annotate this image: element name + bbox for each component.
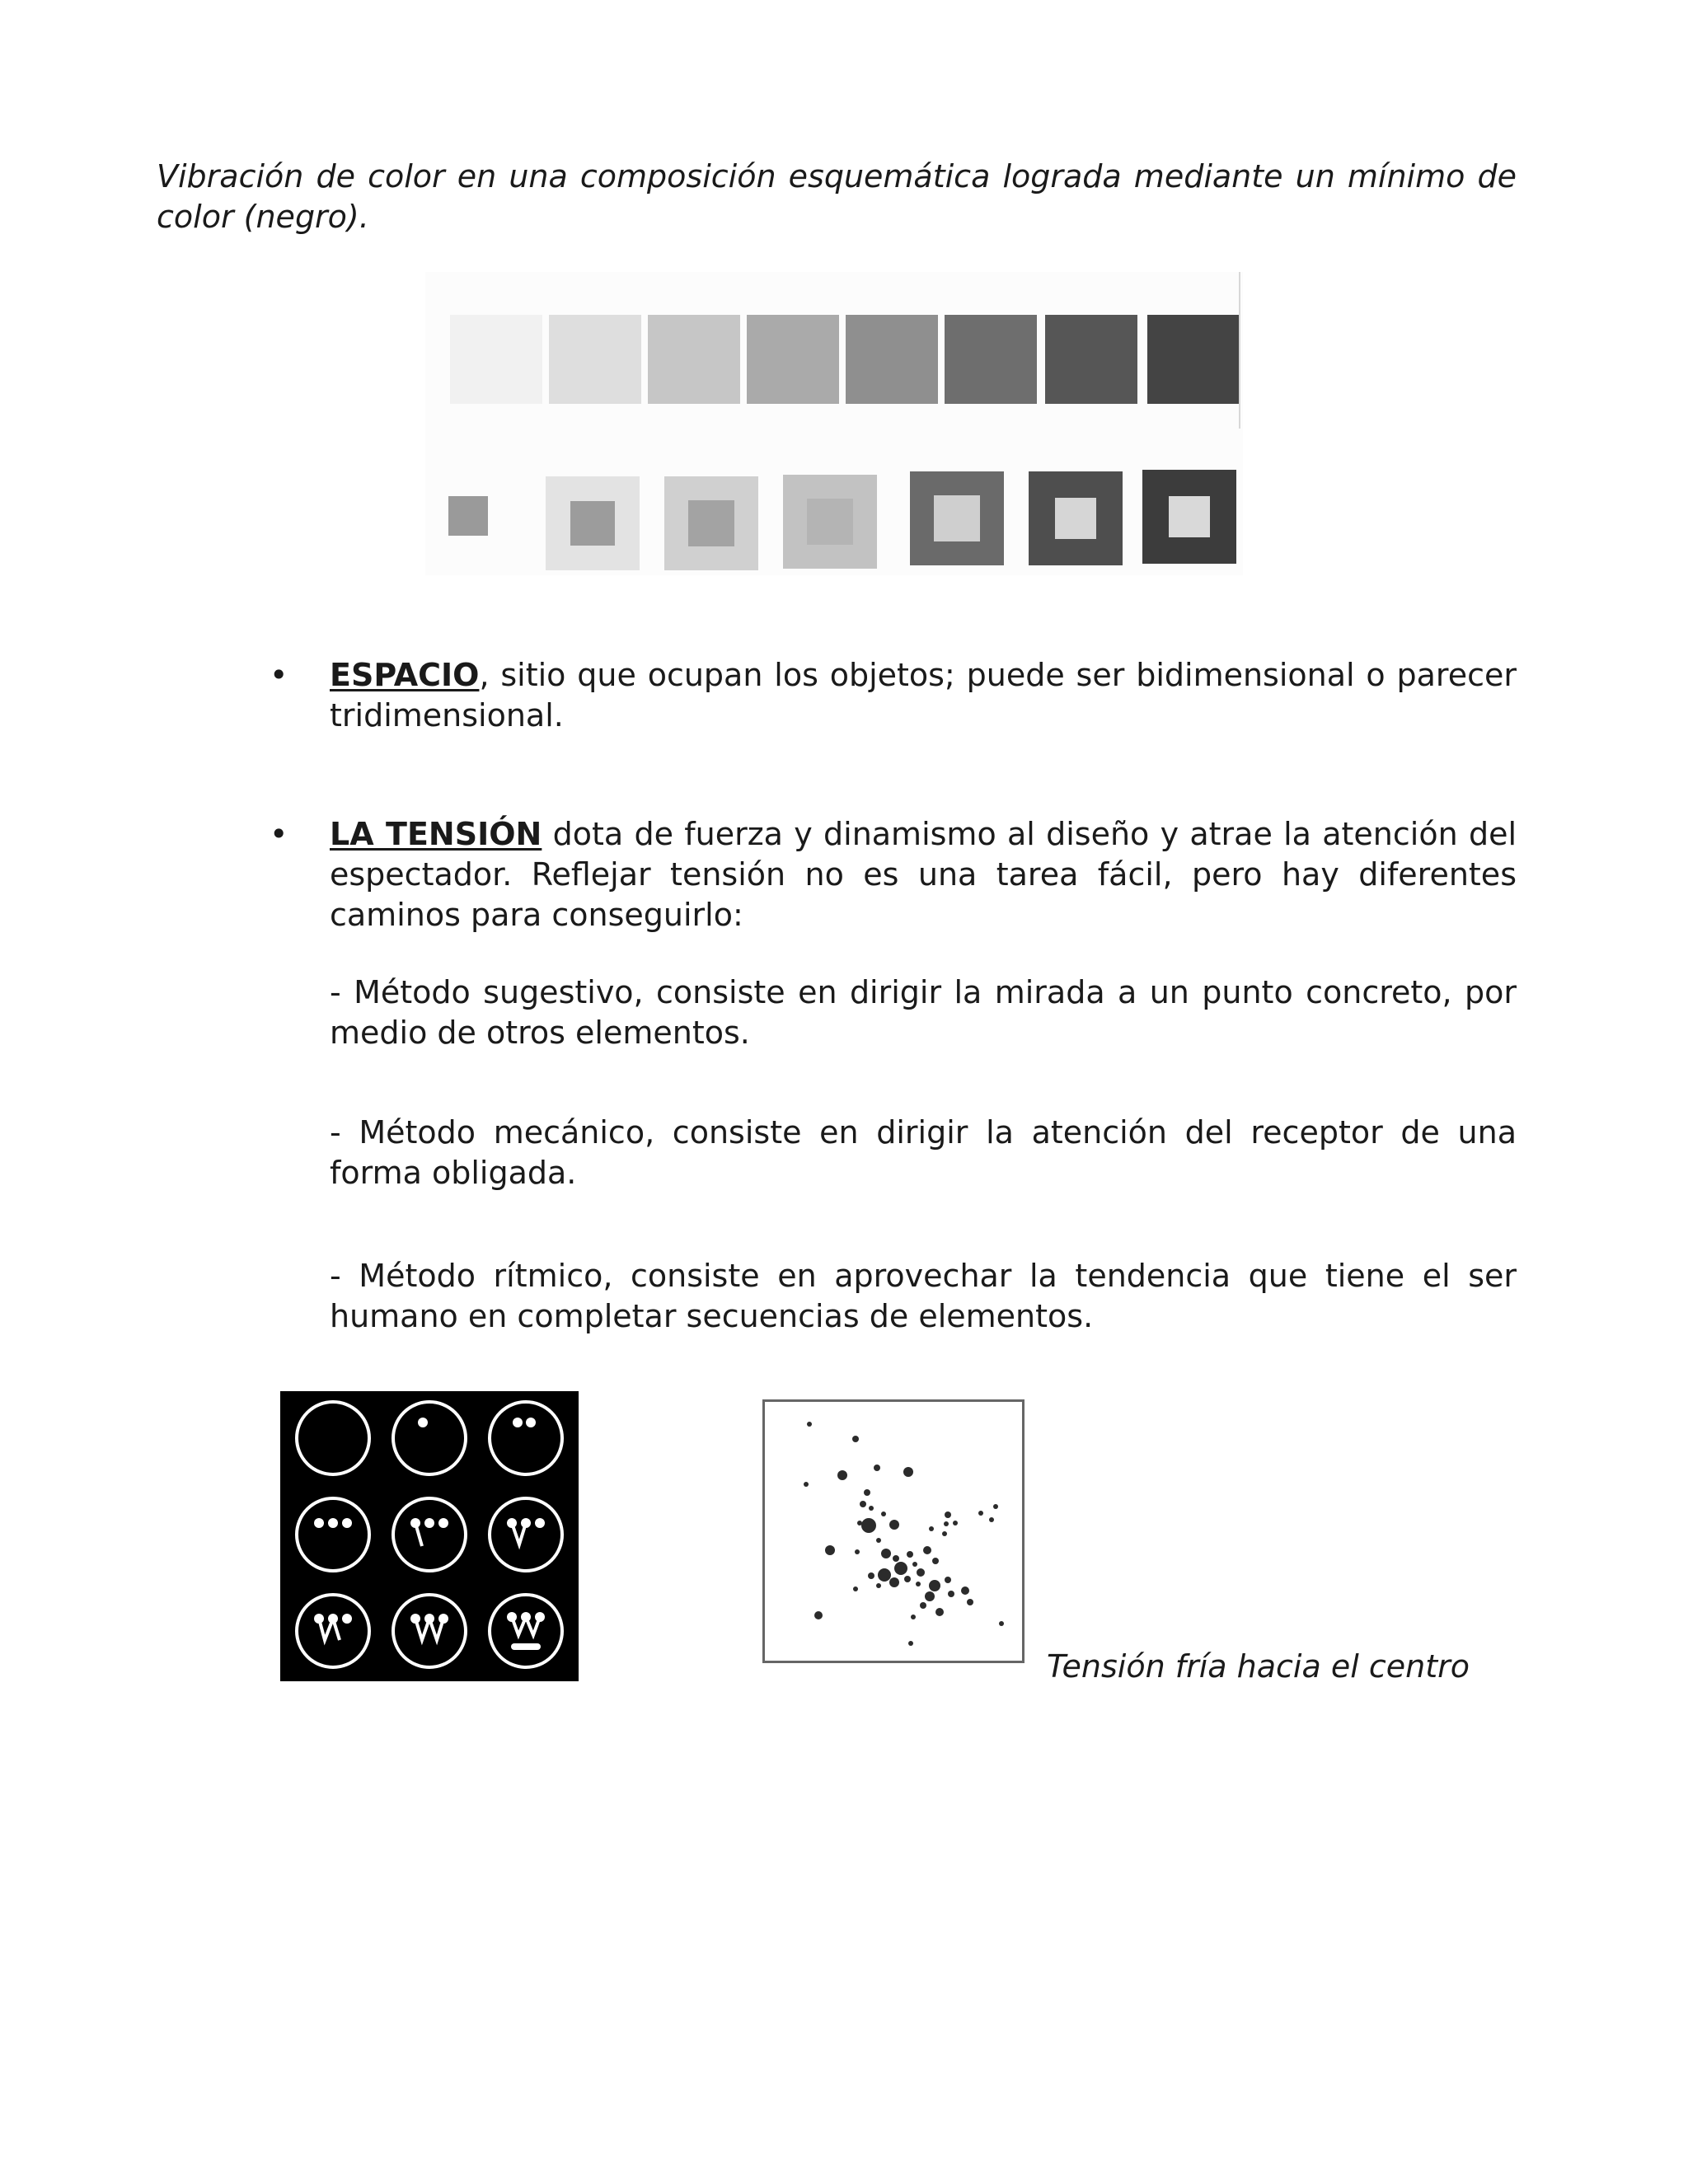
gray-swatch-7 [1045, 315, 1137, 404]
bullet-marker: • [270, 657, 288, 693]
method-sugestivo: - Método sugestivo, consiste en dirigir la mirada a un punto concreto, por medio de otros elementos. [330, 974, 1517, 1051]
keyword-espacio: ESPACIO [330, 657, 480, 693]
bullet-text [330, 655, 1517, 736]
cold-tension-dots-figure [762, 1399, 1025, 1663]
keyword-tension: LA TENSIÓN [330, 816, 542, 852]
gray-swatch-1 [450, 315, 542, 404]
framed-square-inner-1 [448, 496, 488, 536]
method-mecanico: - Método mecánico, consiste en dirigir la atención del receptor de una forma obligada. [330, 1114, 1517, 1191]
framed-square-inner-7 [1169, 496, 1210, 537]
gray-swatch-3 [648, 315, 740, 404]
framed-square-inner-2 [570, 501, 615, 546]
caption-top: Vibración de color en una composición esquemática lograda mediante un mínimo de color (negro). [157, 158, 1517, 235]
bullet-text [330, 814, 1517, 935]
gray-swatch-4 [747, 315, 839, 404]
framed-square-inner-5 [934, 495, 980, 541]
framed-square-inner-6 [1055, 498, 1096, 539]
tension-description: dota de fuerza y dinamismo al diseño y atrae la atención del espectador. Reflejar tensión no es una tarea fácil, pero hay diferentes caminos para conseguirlo: [330, 816, 1517, 933]
gray-swatch-8 [1147, 315, 1240, 404]
gray-squares-figure [425, 272, 1243, 575]
rhythmic-faces-figure [280, 1391, 579, 1681]
gray-swatch-2 [549, 315, 641, 404]
method-ritmico: - Método rítmico, consiste en aprovechar la tendencia que tiene el ser humano en completar secuencias de elementos. [330, 1258, 1517, 1334]
espacio-description: , sitio que ocupan los objetos; puede ser bidimensional o parecer tridimensional. [330, 657, 1517, 733]
bullet-marker: • [270, 816, 288, 852]
caption-bottom: Tensión fría hacia el centro [1047, 1648, 1470, 1685]
framed-square-inner-4 [807, 499, 853, 545]
framed-square-inner-3 [688, 500, 734, 546]
gray-swatch-5 [846, 315, 938, 404]
gray-swatch-6 [945, 315, 1037, 404]
